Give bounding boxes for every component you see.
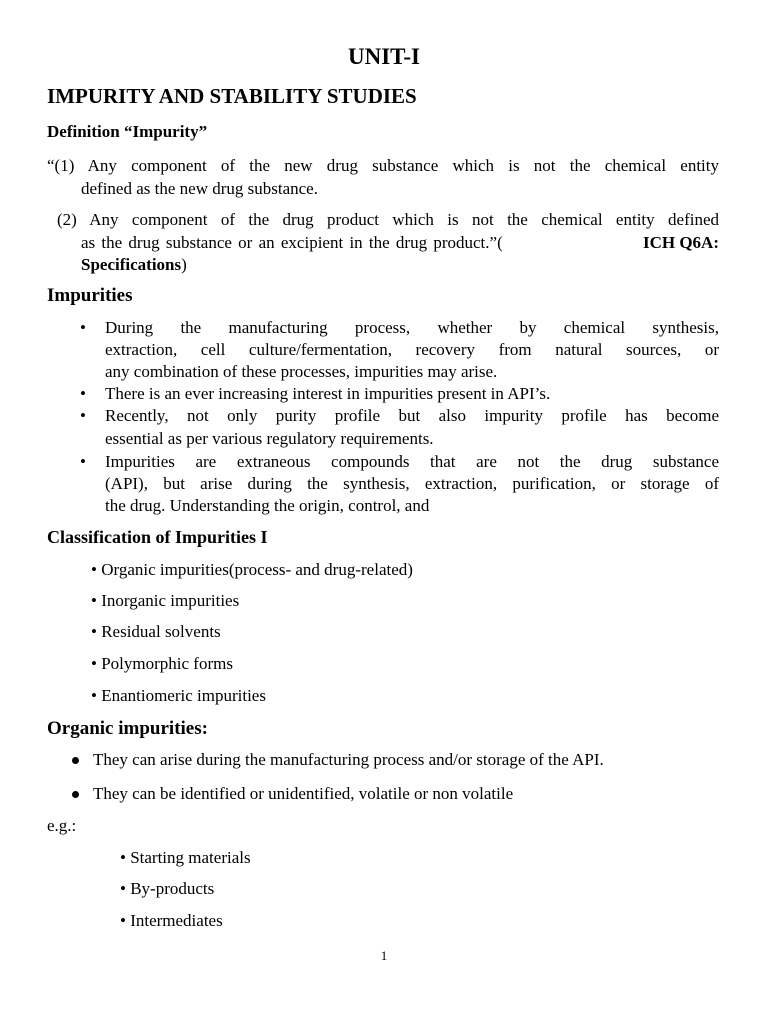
impurities-bullet-1-line-2: extraction, cell culture/fermentation, recovery from natural sources, or xyxy=(105,340,719,359)
page-title: IMPURITY AND STABILITY STUDIES xyxy=(47,84,417,108)
impurities-bullet-4-line-1: Impurities are extraneous compounds that are not the drug substance xyxy=(105,452,719,471)
definition-item2-line1: (2) Any component of the drug product which is not the chemical entity defined xyxy=(57,210,719,229)
impurities-bullet-3-line-1: Recently, not only purity profile but also impurity profile has become xyxy=(105,406,719,425)
definition-item2-line3 xyxy=(81,254,187,276)
impurities-bullet-1-line-3: any combination of these processes, impurities may arise. xyxy=(105,362,498,381)
definition-heading: Definition “Impurity” xyxy=(47,122,208,141)
classification-item-polymorphic: • Polymorphic forms xyxy=(91,654,233,673)
definition-item2-line2 xyxy=(81,232,719,254)
impurities-bullet-2-dot: • xyxy=(80,384,86,403)
impurities-bullet-4-line-2: (API), but arise during the synthesis, extraction, purification, or storage of xyxy=(105,474,719,493)
organic-bullet-2 xyxy=(72,784,732,806)
organic-bullet-2-text: They can be identified or unidentified, volatile or non volatile xyxy=(93,784,514,803)
organic-bullet-1 xyxy=(72,750,732,772)
impurities-heading: Impurities xyxy=(47,285,133,306)
unit-heading: UNIT-I xyxy=(347,44,420,69)
example-by-products: • By-products xyxy=(120,879,215,898)
impurities-bullet-1-line-1: During the manufacturing process, whether by chemical synthesis, xyxy=(105,318,719,337)
classification-item-enantiomeric: • Enantiomeric impurities xyxy=(91,686,266,705)
bullet-dot-icon xyxy=(72,757,79,764)
example-intermediates: • Intermediates xyxy=(120,911,223,930)
impurities-bullet-4-dot: • xyxy=(80,452,86,471)
impurities-bullet-1-dot: • xyxy=(80,318,86,337)
impurities-bullet-4-line-3: the drug. Understanding the origin, control, and xyxy=(105,496,430,515)
organic-bullet-1-text: They can arise during the manufacturing process and/or storage of the API. xyxy=(93,750,604,769)
definition-citation: ICH Q6A: xyxy=(642,233,719,252)
example-starting-materials: • Starting materials xyxy=(120,848,251,867)
definition-item2-line2-text: as the drug substance or an excipient in the drug product.”( xyxy=(81,233,503,252)
classification-heading: Classification of Impurities I xyxy=(47,527,268,547)
organic-heading: Organic impurities: xyxy=(47,718,208,739)
bullet-dot-icon xyxy=(72,791,79,798)
definition-item2-line3-end: ) xyxy=(181,255,187,274)
page-number: 1 xyxy=(380,948,388,963)
impurities-bullet-2-line-1: There is an ever increasing interest in impurities present in API’s. xyxy=(105,384,551,403)
classification-item-residual: • Residual solvents xyxy=(91,622,221,641)
impurities-bullet-3-line-2: essential as per various regulatory requirements. xyxy=(105,429,434,448)
impurities-bullet-3-dot: • xyxy=(80,406,86,425)
definition-item1-line2: defined as the new drug substance. xyxy=(81,179,318,198)
eg-label: e.g.: xyxy=(47,816,77,835)
definition-item1-line1: “(1) Any component of the new drug substance which is not the chemical entity xyxy=(47,156,719,175)
classification-item-organic: • Organic impurities(process- and drug-related) xyxy=(91,560,413,579)
classification-item-inorganic: • Inorganic impurities xyxy=(91,591,240,610)
definition-citation-spec: Specifications xyxy=(81,255,182,274)
